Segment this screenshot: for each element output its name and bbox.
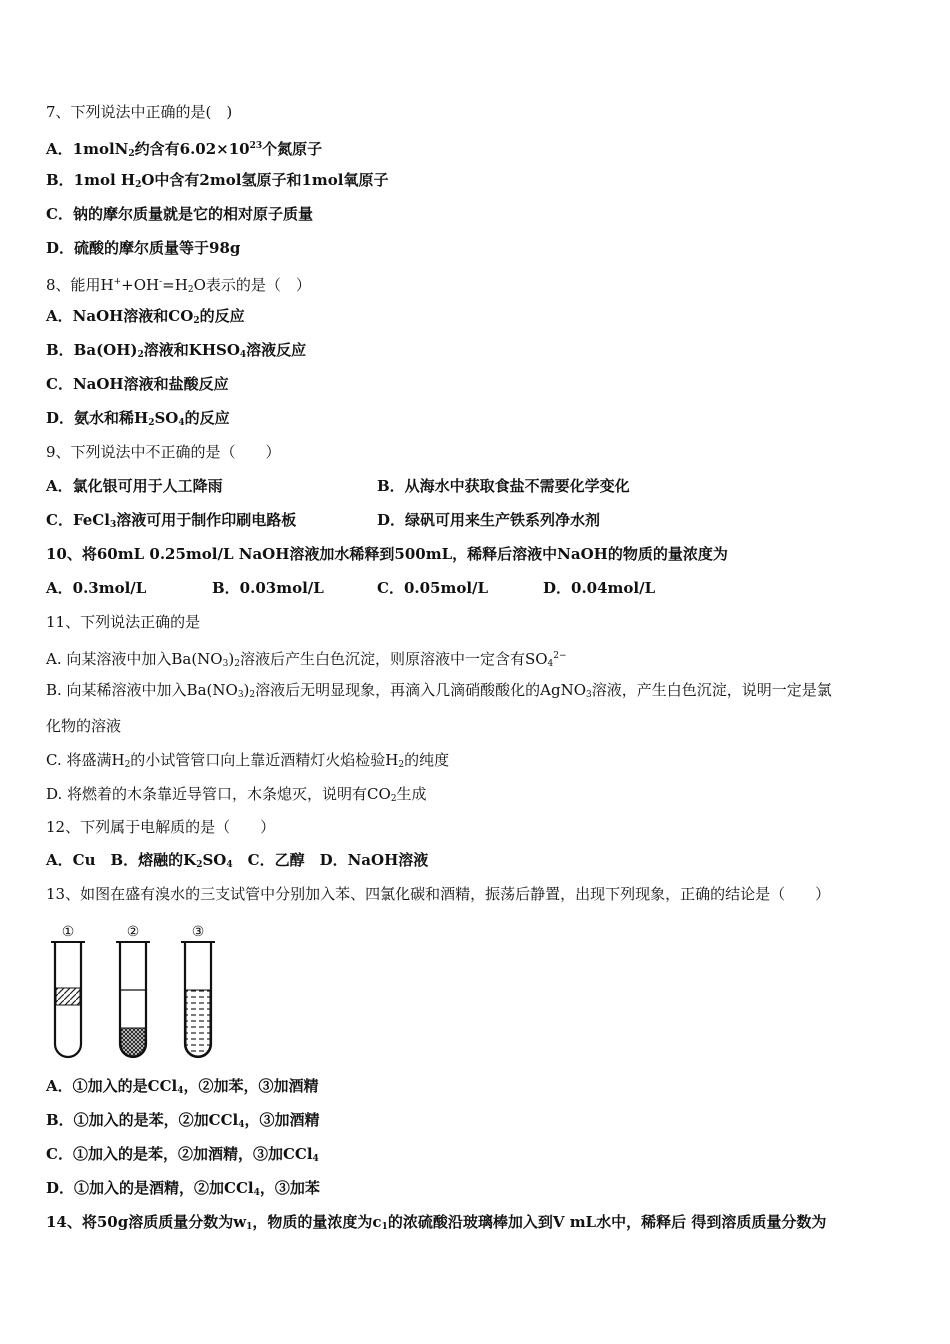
q13-option-a: A．①加入的是CCl$_4$，②加苯，③加酒精 — [46, 1077, 319, 1096]
tube-3-label: ③ — [191, 924, 205, 940]
q13-option-b: B．①加入的是苯，②加CCl$_4$，③加酒精 — [46, 1111, 320, 1130]
q10-option-a: A．0.3mol/L — [46, 579, 147, 597]
tube-2-label: ② — [126, 924, 140, 940]
q9-option-d: D．绿矾可用来生产铁系列净水剂 — [377, 511, 601, 529]
q11-stem: 11、下列说法正确的是 — [46, 613, 201, 631]
q11-option-a: A. 向某溶液中加入$Ba(NO_3)_2$溶液后产生白色沉淀，则原溶液中一定含有$SO_4^{2-}$ — [46, 650, 567, 669]
q12-options: A．Cu B．熔融的$K_2SO_4$ C．乙醇 D．NaOH溶液 — [46, 851, 429, 870]
q7-option-d: D．硫酸的摩尔质量等于98g — [46, 239, 241, 257]
q10-stem: 10、将60mL 0.25mol/L NaOH溶液加水稀释到500mL，稀释后溶液中NaOH的物质的量浓度为 — [46, 545, 728, 563]
q8-option-d: D．氨水和稀$H_2SO_4$的反应 — [46, 409, 230, 428]
q13-option-c: C．①加入的是苯，②加酒精，③加CCl$_4$ — [46, 1145, 319, 1164]
q14-stem: 14、将50g溶质质量分数为$w_1$，物质的量浓度为$c_1$的浓硫酸沿玻璃棒加入到V mL水中，稀释后 得到溶质质量分数为 — [46, 1213, 827, 1232]
test-tubes-figure — [46, 922, 236, 1062]
q10-option-b: B．0.03mol/L — [212, 579, 324, 597]
q7-option-a: A．1molN$_2$约含有$6.02\times 10^{23}$个氮原子 — [46, 140, 323, 159]
q7-option-b: B．1mol $H_2O$中含有2mol氢原子和1mol氧原子 — [46, 171, 389, 190]
q8-option-a: A．NaOH溶液和$CO_2$的反应 — [46, 307, 245, 326]
tube-1-label: ① — [61, 924, 75, 940]
test-tube-1 — [51, 924, 85, 1057]
q11-option-d: D. 将燃着的木条靠近导管口，木条熄灭，说明有$CO_2$生成 — [46, 785, 427, 804]
q9-option-b: B．从海水中获取食盐不需要化学变化 — [377, 477, 630, 495]
q7-stem: 7、下列说法中正确的是( ) — [46, 103, 233, 121]
q13-stem: 13、如图在盛有溴水的三支试管中分别加入苯、四氯化碳和酒精，振荡后静置，出现下列现象，正确的结论是（ ） — [46, 885, 831, 903]
test-tube-2 — [116, 924, 150, 1057]
q8-stem: 8、能用$H^++OH^-=H_2O$表示的是（ ） — [46, 276, 311, 295]
q10-option-c: C．0.05mol/L — [377, 579, 489, 597]
q7-option-c: C．钠的摩尔质量就是它的相对原子质量 — [46, 205, 313, 223]
q13-option-d: D．①加入的是酒精，②加CCl$_4$，③加苯 — [46, 1179, 320, 1198]
q9-option-a: A．氯化银可用于人工降雨 — [46, 477, 223, 495]
q11-option-b: B. 向某稀溶液中加入$Ba(NO_3)_2$溶液后无明显现象，再滴入几滴硝酸酸化的AgNO$_3$溶液，产生白色沉淀，说明一定是氯 — [46, 681, 832, 700]
q9-option-c: C．FeCl$_3$溶液可用于制作印刷电路板 — [46, 511, 297, 530]
q11-option-b-continued: 化物的溶液 — [46, 717, 122, 735]
q8-option-c: C．NaOH溶液和盐酸反应 — [46, 375, 229, 393]
q9-stem: 9、下列说法中不正确的是（ ） — [46, 443, 281, 461]
q8-option-b: B．$Ba(OH)_2$溶液和$KHSO_4$溶液反应 — [46, 341, 307, 360]
q12-stem: 12、下列属于电解质的是（ ） — [46, 818, 276, 836]
q10-option-d: D．0.04mol/L — [543, 579, 656, 597]
test-tube-3 — [181, 924, 215, 1057]
q11-option-c: C. 将盛满$H_2$的小试管管口向上靠近酒精灯火焰检验$H_2$的纯度 — [46, 751, 450, 770]
